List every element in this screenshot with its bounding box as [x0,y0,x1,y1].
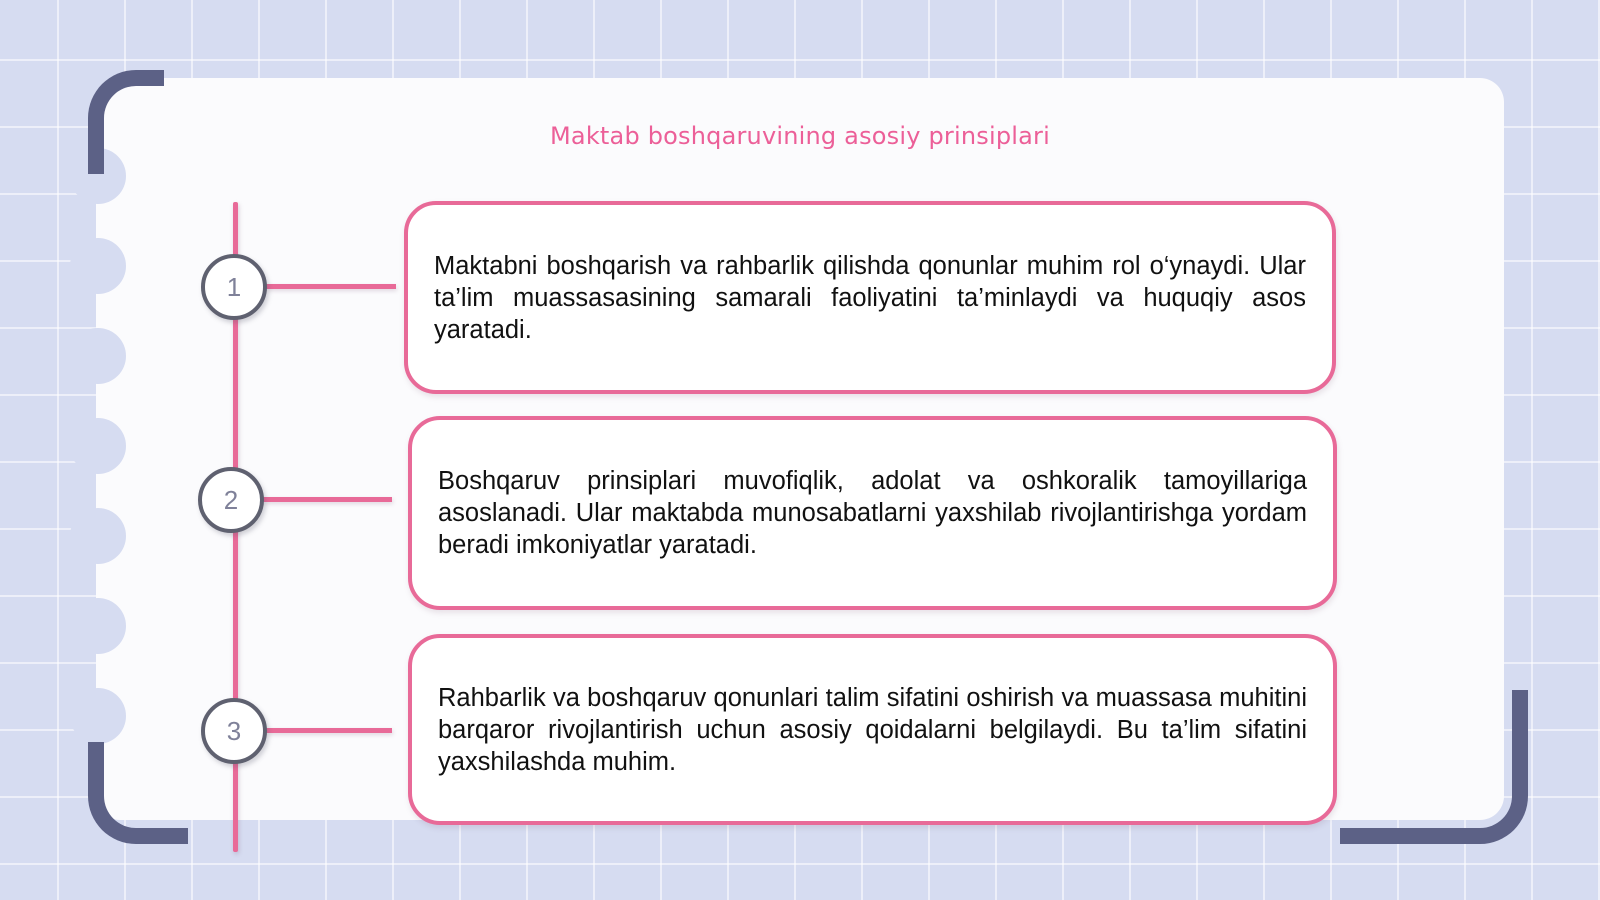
corner-bracket-bottom-right [1340,690,1528,844]
step-3-text: Rahbarlik va boshqaruv qonunlari talim sifatini oshirish va muassasa muhitini barqaror rivojlantirish uchun asosiy qoidalarni belgilaydi. Bu ta’lim sifatini yaxshilashda muhim. [438,683,1307,776]
step-2-text: Boshqaruv prinsiplari muvofiqlik, adolat va oshkoralik tamoyillariga asoslanadi. Ular maktabda munosabatlarni yaxshilab rivojlantirishga yordam beradi imkoniyatlar yaratadi. [438,467,1307,559]
scallop-decoration [70,328,126,384]
step-3-connector [266,728,392,733]
scallop-decoration [70,238,126,294]
step-3-number-badge: 3 [201,698,267,764]
step-1-connector [266,284,396,289]
corner-bracket-bottom-left [88,742,188,844]
scallop-decoration [70,418,126,474]
step-3-card [408,634,1337,825]
step-1-card [404,201,1336,394]
step-2-card [408,416,1337,610]
page-title: Maktab boshqaruvining asosiy prinsiplari [550,122,1050,150]
scallop-decoration [70,598,126,654]
scallop-decoration [70,688,126,744]
step-1-number-badge: 1 [201,254,267,320]
step-1-text: Maktabni boshqarish va rahbarlik qilishda qonunlar muhim rol o‘ynaydi. Ular ta’lim muassasasining samarali faoliyatini ta’minlaydi va huquqiy asos yaratadi. [434,251,1306,344]
step-2-number-badge: 2 [198,467,264,533]
scallop-decoration [70,508,126,564]
step-2-connector [262,497,392,502]
